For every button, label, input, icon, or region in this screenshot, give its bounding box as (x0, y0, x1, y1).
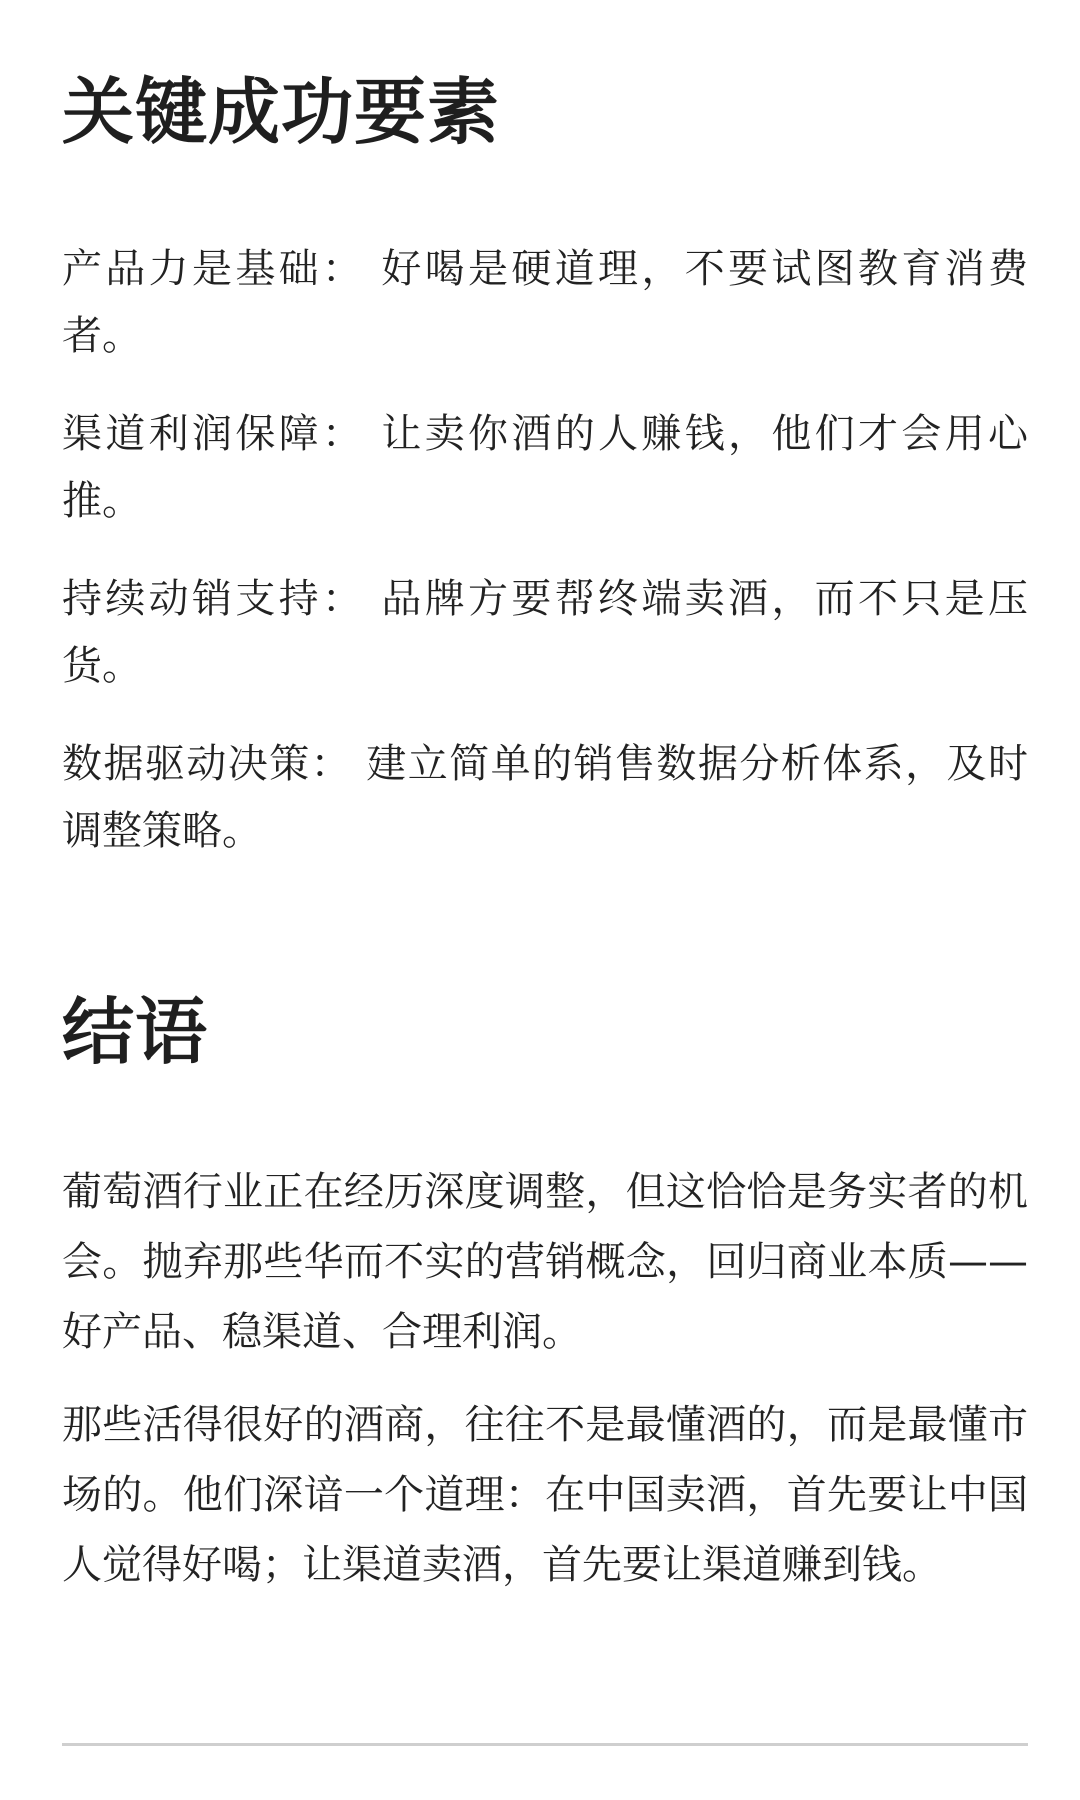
section-title-conclusion: 结语 (62, 989, 209, 1074)
conclusion-paragraph: 那些活得很好的酒商，往往不是最懂酒的，而是最懂市场的。他们深谙一个道理：在中国卖酒，首先要让中国人觉得好喝；让渠道卖酒，首先要让渠道赚到钱。 (62, 1402, 1028, 1588)
factor-label: 产品力是基础： (62, 246, 366, 292)
factor-label: 数据驱动决策： (62, 741, 353, 787)
factor-item (62, 401, 1028, 535)
factor-text: 让卖你酒的人赚钱，他们才会用心推。 (62, 411, 1029, 524)
factor-item (62, 731, 1028, 865)
factor-item (62, 236, 1028, 370)
conclusion-paragraph: 葡萄酒行业正在经历深度调整，但这恰恰是务实者的机会。抛弃那些华而不实的营销概念，回归商业本质——好产品、稳渠道、合理利润。 (62, 1169, 1028, 1355)
section-title-key-factors: 关键成功要素 (62, 69, 501, 154)
section-divider (62, 1743, 1028, 1746)
factor-text: 建立简单的销售数据分析体系，及时调整策略。 (62, 741, 1029, 854)
factor-item (62, 566, 1028, 700)
factor-text: 品牌方要帮终端卖酒，而不只是压货。 (62, 576, 1029, 689)
factor-label: 持续动销支持： (62, 576, 366, 622)
factor-label: 渠道利润保障： (62, 411, 366, 457)
factor-text: 好喝是硬道理，不要试图教育消费者。 (62, 246, 1029, 359)
